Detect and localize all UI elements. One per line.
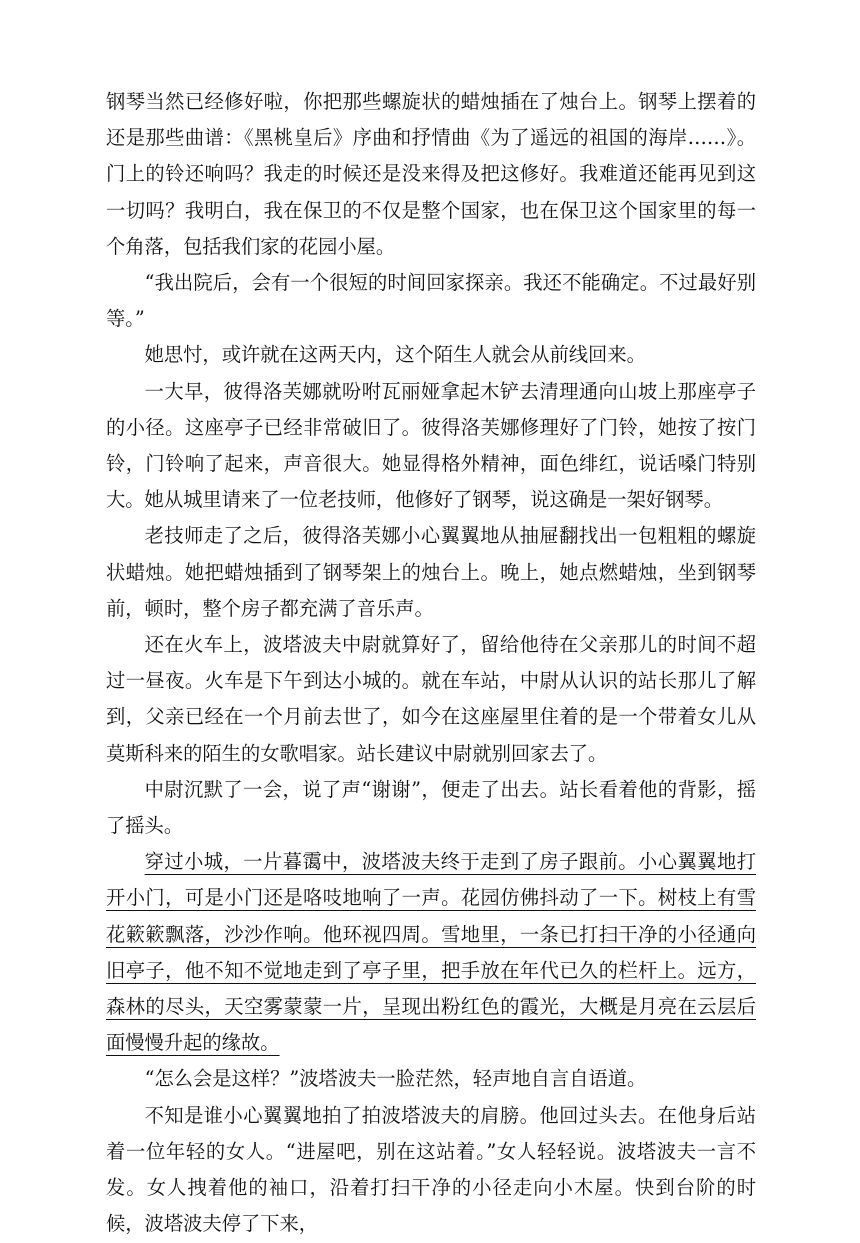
paragraph-7: 中尉沉默了一会，说了声“谢谢”，便走了出去。站长看着他的背影，摇了摇头。 bbox=[106, 777, 756, 838]
paragraph-4: 一大早，彼得洛芙娜就吩咐瓦丽娅拿起木铲去清理通向山坡上那座亭子的小径。这座亭子已经非常破旧了。彼得洛芙娜修理好了门铃，她按了按门铃，门铃响了起来，声音很大。她显得格外精神，面色绯红，说话嗓门特别大。她从城里请来了一位老技师，他修好了钢琴，说这确是一架好钢琴。 bbox=[106, 379, 756, 512]
paragraph-10: 不知是谁小心翼翼地拍了拍波塔波夫的肩膀。他回过头去。在他身后站着一位年轻的女人。“进屋吧，别在这站着。”女人轻轻说。波塔波夫一言不发。女人拽着他的袖口，沿着打扫干净的小径走向小木屋。快到台阶的时候，波塔波夫停了下来， bbox=[106, 1103, 756, 1236]
paragraph-2: “我出院后，会有一个很短的时间回家探亲。我还不能确定。不过最好别等。” bbox=[106, 271, 756, 331]
document-page bbox=[106, 84, 756, 1243]
paragraph-5: 老技师走了之后，彼得洛芙娜小心翼翼地从抽屉翻找出一包粗粗的螺旋状蜡烛。她把蜡烛插到了钢琴架上的烛台上。晚上，她点燃蜡烛，坐到钢琴前，顿时，整个房子都充满了音乐声。 bbox=[106, 524, 756, 620]
underlined-paragraph: 穿过小城，一片暮霭中，波塔波夫终于走到了房子跟前。小心翼翼地打开小门，可是小门还是咯吱地响了一声。花园仿佛抖动了一下。树枝上有雪花簌簌飘落，沙沙作响。他环视四周。雪地里，一条已打扫干净的小径通向旧亭子，他不知不觉地走到了亭子里，把手放在年代已久的栏杆上。远方，森林的尽头，天空雾蒙蒙一片，呈现出粉红色的霞光，大概是月亮在云层后面慢慢升起的缘故。 bbox=[106, 850, 756, 1055]
paragraph-3: 她思忖，或许就在这两天内，这个陌生人就会从前线回来。 bbox=[144, 343, 646, 367]
paragraph-9: “怎么会是这样？”波塔波夫一脸茫然，轻声地自言自语道。 bbox=[144, 1067, 647, 1091]
paragraph-6: 还在火车上，波塔波夫中尉就算好了，留给他待在父亲那儿的时间不超过一昼夜。火车是下午到达小城的。就在车站，中尉从认识的站长那儿了解到，父亲已经在一个月前去世了，如今在这座屋里住着的是一个带着女儿从莫斯科来的陌生的女歌唱家。站长建议中尉就别回家去了。 bbox=[106, 633, 756, 765]
paragraph-1: 钢琴当然已经修好啦，你把那些螺旋状的蜡烛插在了烛台上。钢琴上摆着的还是那些曲谱：《黑桃皇后》序曲和抒情曲《为了遥远的祖国的海岸……》。门上的铃还响吗？我走的时候还是没来得及把这修好。我难道还能再见到这一切吗？我明白，我在保卫的不仅是整个国家，也在保卫这个国家里的每一个角落，包括我们家的花园小屋。 bbox=[106, 90, 756, 258]
